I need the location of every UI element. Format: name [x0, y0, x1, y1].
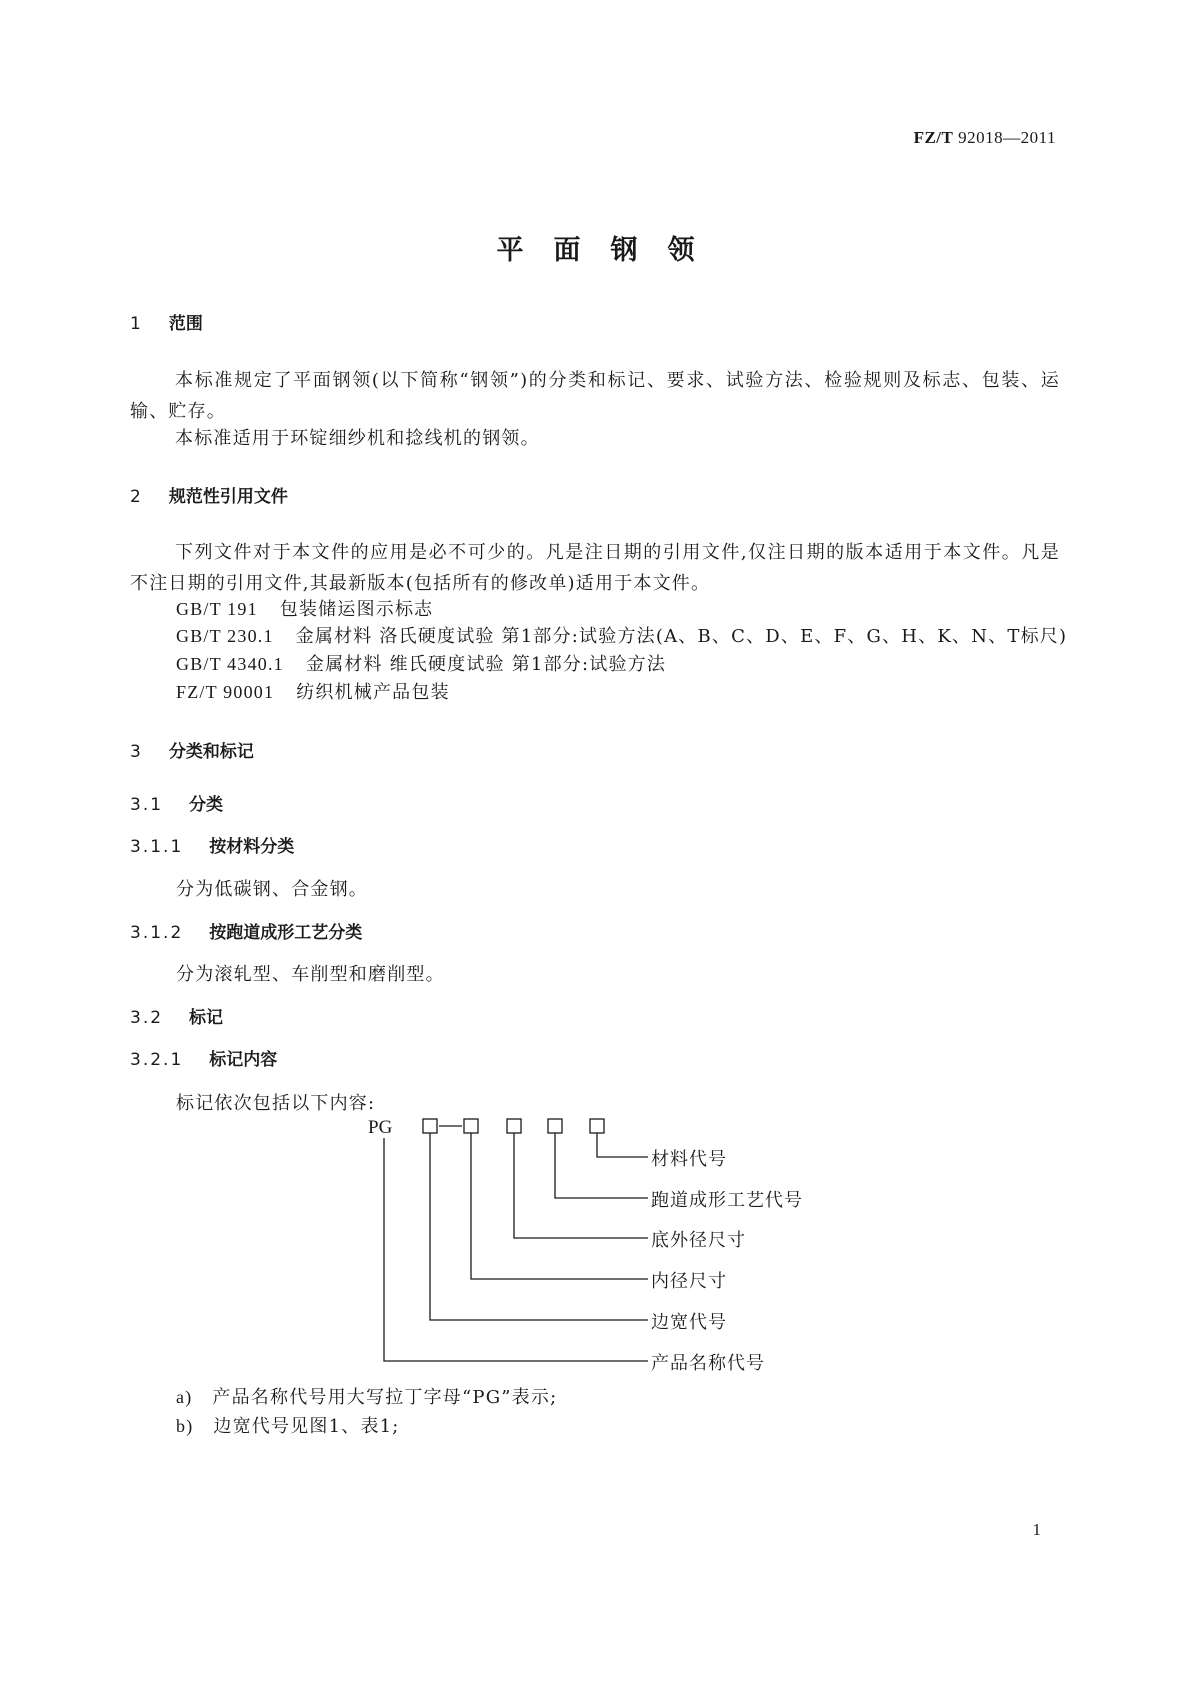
diagram-label-flange-width: 边宽代号	[651, 1312, 727, 1333]
section-number: 2	[130, 487, 143, 507]
section-3-1-1-text: 分为低碳钢、合金钢。	[176, 879, 368, 900]
leader-line-inner-diameter	[471, 1133, 648, 1279]
list-item	[176, 1383, 557, 1409]
diagram-label-inner-diameter: 内径尺寸	[651, 1271, 727, 1292]
section-number: 3.2	[130, 1008, 164, 1028]
reference-title: 金属材料 洛氏硬度试验 第1部分:试验方法(A、B、C、D、E、F、G、H、K、N、T标尺)	[295, 626, 1068, 647]
section-title: 分类和标记	[168, 742, 254, 762]
list-item	[176, 1412, 400, 1438]
list-marker: a)	[176, 1387, 193, 1407]
standard-number: 92018—2011	[958, 128, 1056, 147]
reference-title: 金属材料 维氏硬度试验 第1部分:试验方法	[305, 654, 667, 675]
diagram-box	[423, 1119, 437, 1133]
diagram-box	[590, 1119, 604, 1133]
section-1-paragraph-2: 本标准适用于环锭细纱机和捻线机的钢领。	[175, 428, 540, 449]
diagram-label-raceway: 跑道成形工艺代号	[651, 1190, 803, 1211]
leader-line-flange-width	[430, 1133, 648, 1320]
page-number: 1	[1032, 1520, 1041, 1539]
list-marker: b)	[176, 1416, 194, 1436]
section-title: 范围	[168, 314, 203, 334]
section-3-1-2-text: 分为滚轧型、车削型和磨削型。	[176, 964, 445, 985]
standard-prefix: FZ/T	[913, 128, 954, 147]
reference-code: FZ/T 90001	[176, 682, 275, 702]
section-number: 1	[130, 314, 143, 334]
section-1-paragraph-1: 本标准规定了平面钢领(以下简称“钢领”)的分类和标记、要求、试验方法、检验规则及标志、包装、运输、贮存。	[130, 370, 1060, 422]
section-number: 3.2.1	[130, 1050, 184, 1070]
leader-line-material	[597, 1133, 648, 1157]
diagram-box	[507, 1119, 521, 1133]
diagram-box	[464, 1119, 478, 1133]
leader-line-raceway	[555, 1133, 648, 1198]
section-title: 按跑道成形工艺分类	[209, 923, 363, 943]
section-title: 规范性引用文件	[168, 487, 288, 507]
reference-code: GB/T 4340.1	[176, 654, 284, 674]
reference-code: GB/T 191	[176, 599, 258, 619]
reference-code: GB/T 230.1	[176, 626, 274, 646]
reference-title: 纺织机械产品包装	[296, 682, 450, 703]
section-number: 3.1	[130, 795, 164, 815]
diagram-box	[548, 1119, 562, 1133]
section-2-paragraph-1: 下列文件对于本文件的应用是必不可少的。凡是注日期的引用文件,仅注日期的版本适用于本文件。凡是不注日期的引用文件,其最新版本(包括所有的修改单)适用于本文件。	[130, 542, 1060, 594]
diagram-prefix: PG	[368, 1117, 393, 1138]
reference-title: 包装储运图示标志	[279, 599, 434, 620]
document-title: 平面钢领	[496, 235, 725, 266]
section-title: 按材料分类	[209, 837, 295, 857]
section-number: 3	[130, 742, 143, 762]
section-number: 3.1.1	[130, 837, 184, 857]
diagram-label-product-name: 产品名称代号	[651, 1353, 765, 1374]
leader-line-product-name	[384, 1138, 648, 1361]
section-title: 标记内容	[209, 1050, 278, 1070]
leader-line-outer-diameter	[514, 1133, 648, 1238]
diagram-label-material: 材料代号	[651, 1149, 727, 1170]
section-number: 3.1.2	[130, 923, 184, 943]
diagram-label-outer-diameter: 底外径尺寸	[651, 1230, 746, 1251]
list-text: 边宽代号见图1、表1;	[213, 1416, 400, 1437]
section-title: 分类	[189, 795, 224, 815]
list-text: 产品名称代号用大写拉丁字母“PG”表示;	[212, 1387, 558, 1408]
section-title: 标记	[189, 1008, 224, 1028]
section-3-2-1-text: 标记依次包括以下内容:	[176, 1093, 376, 1114]
